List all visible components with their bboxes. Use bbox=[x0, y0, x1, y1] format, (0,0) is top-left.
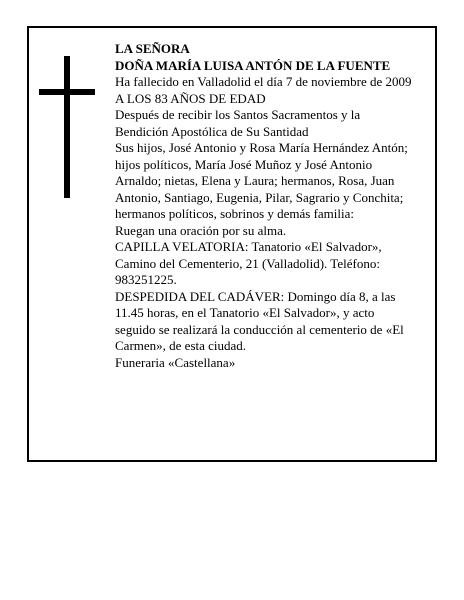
notice-text bbox=[115, 41, 415, 371]
death-info: Ha fallecido en Valladolid el día 7 de noviembre de 2009 bbox=[115, 74, 412, 89]
obituary-notice bbox=[27, 26, 437, 462]
age-line: A LOS 83 AÑOS DE EDAD bbox=[115, 90, 266, 106]
prayer-line: Ruegan una oración por su alma. bbox=[115, 222, 287, 238]
title-line-1: LA SEÑORA bbox=[115, 41, 190, 56]
farewell-info: DESPEDIDA DEL CADÁVER: Domingo día 8, a las 11.45 horas, en el Tanatorio «El Salvador», y acto seguido se realizará la conducción al cementerio de «El Carmen», de esta ciudad. bbox=[115, 288, 404, 353]
funeral-home: Funeraria «Castellana» bbox=[115, 354, 236, 370]
deceased-name: DOÑA MARÍA LUISA ANTÓN DE LA FUENTE bbox=[115, 57, 391, 73]
cross-vertical-bar bbox=[64, 56, 70, 198]
cross-icon bbox=[39, 56, 95, 198]
cross-horizontal-bar bbox=[39, 89, 95, 95]
chapel-info: CAPILLA VELATORIA: Tanatorio «El Salvador», Camino del Cementerio, 21 (Valladolid). Teléfono: 983251225. bbox=[115, 239, 382, 287]
family-list: Sus hijos, José Antonio y Rosa María Hernández Antón; hijos políticos, María José Muñoz y José Antonio Arnaldo; nietas, Elena y Laura; hermanos, Rosa, Juan Antonio, Santiago, Eugenia, Pilar, Sagrario y Conchita; hermanos políticos, sobrinos y demás familia: bbox=[115, 140, 408, 221]
sacraments-line: Después de recibir los Santos Sacramentos y la Bendición Apostólica de Su Santidad bbox=[115, 107, 361, 139]
